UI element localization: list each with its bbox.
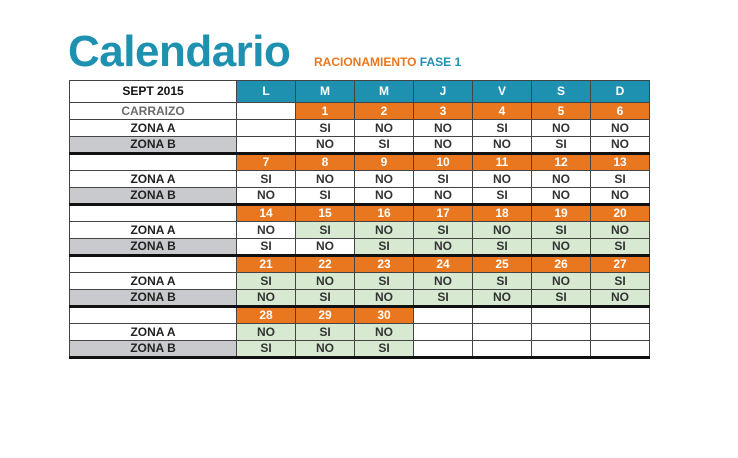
zona-a-row bbox=[70, 171, 650, 188]
date-row bbox=[70, 256, 650, 273]
day-header: M bbox=[355, 81, 414, 103]
page-title: Calendario bbox=[68, 27, 291, 76]
date-row bbox=[70, 103, 650, 120]
status-cell: NO bbox=[473, 290, 532, 307]
status-cell: SI bbox=[532, 137, 591, 154]
zona-a-row bbox=[70, 120, 650, 137]
status-cell: NO bbox=[473, 171, 532, 188]
date-cell: 27 bbox=[591, 256, 650, 273]
date-row bbox=[70, 154, 650, 171]
date-cell: 28 bbox=[237, 307, 296, 324]
date-cell: 19 bbox=[532, 205, 591, 222]
status-cell: SI bbox=[414, 222, 473, 239]
date-cell: 22 bbox=[296, 256, 355, 273]
empty-cell bbox=[414, 324, 473, 341]
empty-cell bbox=[532, 324, 591, 341]
subtitle-fase: FASE 1 bbox=[419, 55, 462, 69]
status-cell: NO bbox=[355, 188, 414, 205]
date-cell: 24 bbox=[414, 256, 473, 273]
status-cell: SI bbox=[355, 341, 414, 358]
status-cell: NO bbox=[355, 324, 414, 341]
status-cell: NO bbox=[532, 120, 591, 137]
status-cell: NO bbox=[591, 290, 650, 307]
status-cell: NO bbox=[237, 290, 296, 307]
status-cell: SI bbox=[414, 290, 473, 307]
day-header: J bbox=[414, 81, 473, 103]
status-cell: NO bbox=[296, 273, 355, 290]
date-cell: 12 bbox=[532, 154, 591, 171]
empty-cell bbox=[591, 324, 650, 341]
day-header: V bbox=[473, 81, 532, 103]
date-cell: 6 bbox=[591, 103, 650, 120]
zona-b-row bbox=[70, 290, 650, 307]
day-header: S bbox=[532, 81, 591, 103]
date-cell: 23 bbox=[355, 256, 414, 273]
zona-a-label: ZONA A bbox=[70, 171, 237, 188]
status-cell: SI bbox=[355, 239, 414, 256]
blank-label bbox=[70, 307, 237, 324]
status-cell: NO bbox=[532, 273, 591, 290]
date-cell: 4 bbox=[473, 103, 532, 120]
status-cell: NO bbox=[591, 120, 650, 137]
status-cell bbox=[237, 120, 296, 137]
subtitle-racionamiento: RACIONAMIENTO bbox=[314, 55, 417, 69]
blank-label bbox=[70, 154, 237, 171]
status-cell: NO bbox=[355, 120, 414, 137]
status-cell bbox=[237, 137, 296, 154]
date-cell: 7 bbox=[237, 154, 296, 171]
status-cell: SI bbox=[296, 120, 355, 137]
status-cell: SI bbox=[237, 239, 296, 256]
date-cell: 13 bbox=[591, 154, 650, 171]
status-cell: NO bbox=[237, 188, 296, 205]
zona-b-row bbox=[70, 341, 650, 358]
date-cell: 11 bbox=[473, 154, 532, 171]
date-cell: 10 bbox=[414, 154, 473, 171]
status-cell: NO bbox=[355, 171, 414, 188]
zona-b-row bbox=[70, 137, 650, 154]
zona-a-row bbox=[70, 324, 650, 341]
date-cell: 8 bbox=[296, 154, 355, 171]
status-cell: SI bbox=[355, 137, 414, 154]
empty-cell bbox=[532, 307, 591, 324]
status-cell: SI bbox=[473, 239, 532, 256]
date-cell: 15 bbox=[296, 205, 355, 222]
date-cell: 16 bbox=[355, 205, 414, 222]
day-header: M bbox=[296, 81, 355, 103]
status-cell: SI bbox=[355, 273, 414, 290]
zona-b-label: ZONA B bbox=[70, 341, 237, 358]
date-cell: 2 bbox=[355, 103, 414, 120]
status-cell: NO bbox=[296, 137, 355, 154]
status-cell: NO bbox=[237, 324, 296, 341]
status-cell: SI bbox=[296, 290, 355, 307]
empty-cell bbox=[532, 341, 591, 358]
zona-a-label: ZONA A bbox=[70, 120, 237, 137]
date-cell: 17 bbox=[414, 205, 473, 222]
blank-date-cell bbox=[237, 103, 296, 120]
status-cell: SI bbox=[296, 188, 355, 205]
empty-cell bbox=[473, 324, 532, 341]
status-cell: NO bbox=[414, 239, 473, 256]
date-row bbox=[70, 205, 650, 222]
date-cell: 18 bbox=[473, 205, 532, 222]
status-cell: SI bbox=[473, 120, 532, 137]
blank-label bbox=[70, 205, 237, 222]
status-cell: NO bbox=[532, 239, 591, 256]
date-cell: 14 bbox=[237, 205, 296, 222]
status-cell: NO bbox=[591, 137, 650, 154]
status-cell: SI bbox=[591, 171, 650, 188]
calendar-table bbox=[69, 80, 650, 359]
status-cell: NO bbox=[473, 222, 532, 239]
status-cell: SI bbox=[237, 273, 296, 290]
status-cell: NO bbox=[414, 273, 473, 290]
status-cell: SI bbox=[532, 290, 591, 307]
status-cell: NO bbox=[591, 222, 650, 239]
zona-b-label: ZONA B bbox=[70, 290, 237, 307]
empty-cell bbox=[591, 341, 650, 358]
day-header: D bbox=[591, 81, 650, 103]
status-cell: NO bbox=[296, 239, 355, 256]
status-cell: NO bbox=[355, 222, 414, 239]
month-label: SEPT 2015 bbox=[70, 81, 237, 103]
date-cell: 20 bbox=[591, 205, 650, 222]
page-subtitle bbox=[314, 55, 461, 69]
status-cell: SI bbox=[591, 239, 650, 256]
zona-a-row bbox=[70, 273, 650, 290]
zona-b-label: ZONA B bbox=[70, 239, 237, 256]
status-cell: SI bbox=[414, 171, 473, 188]
empty-cell bbox=[591, 307, 650, 324]
zona-b-row bbox=[70, 188, 650, 205]
status-cell: NO bbox=[237, 222, 296, 239]
status-cell: NO bbox=[473, 137, 532, 154]
status-cell: SI bbox=[532, 222, 591, 239]
empty-cell bbox=[414, 307, 473, 324]
carraizo-label: CARRAIZO bbox=[70, 103, 237, 120]
status-cell: SI bbox=[296, 324, 355, 341]
zona-b-label: ZONA B bbox=[70, 137, 237, 154]
status-cell: SI bbox=[237, 171, 296, 188]
status-cell: SI bbox=[473, 188, 532, 205]
status-cell: SI bbox=[473, 273, 532, 290]
status-cell: NO bbox=[296, 171, 355, 188]
date-row bbox=[70, 307, 650, 324]
date-cell: 25 bbox=[473, 256, 532, 273]
status-cell: NO bbox=[414, 120, 473, 137]
date-cell: 26 bbox=[532, 256, 591, 273]
status-cell: SI bbox=[237, 341, 296, 358]
status-cell: NO bbox=[355, 290, 414, 307]
status-cell: SI bbox=[591, 273, 650, 290]
empty-cell bbox=[473, 341, 532, 358]
zona-b-row bbox=[70, 239, 650, 256]
zona-a-label: ZONA A bbox=[70, 273, 237, 290]
date-cell: 3 bbox=[414, 103, 473, 120]
status-cell: NO bbox=[296, 341, 355, 358]
date-cell: 5 bbox=[532, 103, 591, 120]
date-cell: 9 bbox=[355, 154, 414, 171]
zona-a-row bbox=[70, 222, 650, 239]
status-cell: SI bbox=[296, 222, 355, 239]
date-cell: 21 bbox=[237, 256, 296, 273]
status-cell: NO bbox=[414, 188, 473, 205]
status-cell: NO bbox=[591, 188, 650, 205]
status-cell: NO bbox=[414, 137, 473, 154]
date-cell: 1 bbox=[296, 103, 355, 120]
date-cell: 30 bbox=[355, 307, 414, 324]
header-row bbox=[70, 81, 650, 103]
zona-a-label: ZONA A bbox=[70, 324, 237, 341]
zona-a-label: ZONA A bbox=[70, 222, 237, 239]
day-header: L bbox=[237, 81, 296, 103]
date-cell: 29 bbox=[296, 307, 355, 324]
blank-label bbox=[70, 256, 237, 273]
empty-cell bbox=[473, 307, 532, 324]
empty-cell bbox=[414, 341, 473, 358]
status-cell: NO bbox=[532, 171, 591, 188]
zona-b-label: ZONA B bbox=[70, 188, 237, 205]
status-cell: NO bbox=[532, 188, 591, 205]
